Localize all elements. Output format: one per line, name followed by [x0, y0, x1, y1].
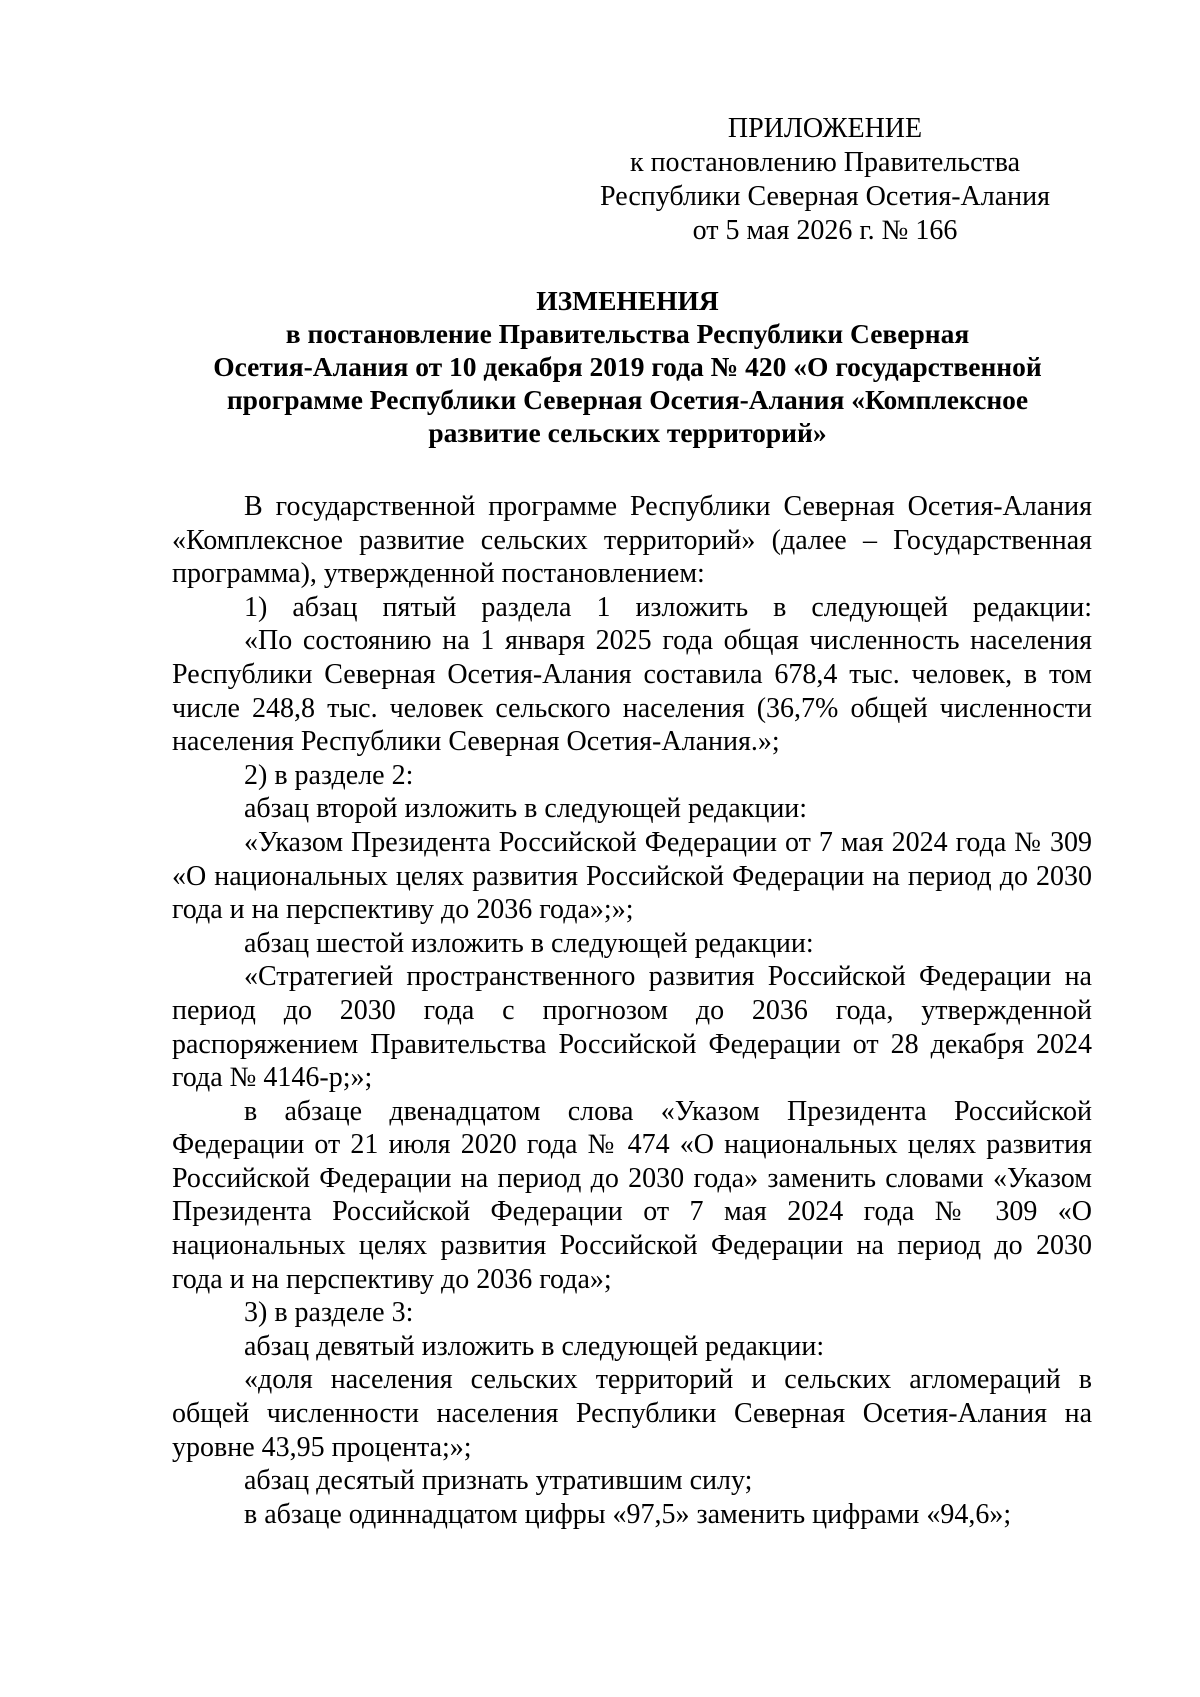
- body-paragraph: «доля населения сельских территорий и сельских агломераций в общей численности населения Республики Северная Осетия-Алания на уровне 43,95 процента;»;: [172, 1364, 1092, 1463]
- appendix-block: [565, 112, 1085, 248]
- body-paragraph: в абзаце двенадцатом слова «Указом Президента Российской Федерации от 21 июля 2020 года № 474 «О национальных целях развития Российской Федерации на период до 2030 года» заменить словами «Указом Президента Российской Федерации от 7 мая 2024 года № 309 «О национальных целях развития Российской Федерации на период до 2030 года и на перспективу до 2036 года»;: [172, 1095, 1092, 1295]
- body-paragraph: абзац второй изложить в следующей редакции:: [244, 793, 808, 825]
- body-paragraph: «Указом Президента Российской Федерации от 7 мая 2024 года № 309 «О национальных целях развития Российской Федерации на период до 2030 года и на перспективу до 2036 года»;»;: [172, 826, 1092, 926]
- heading-line: развитие сельских территорий»: [428, 417, 827, 448]
- appendix-line: к постановлению Правительства: [629, 147, 1021, 178]
- body-paragraph: абзац шестой изложить в следующей редакции:: [244, 927, 814, 959]
- body-paragraph: «По состоянию на 1 января 2025 года общая численность населения Республики Северная Осетия-Алания составила 678,4 тыс. человек, в том числе 248,8 тыс. человек сельского населения (36,7% общей численности населения Республики Северная Осетия-Алания.»;: [172, 625, 1092, 758]
- body-paragraph: «Стратегией пространственного развития Российской Федерации на период до 2030 года с прогнозом до 2036 года, утвержденной распоряжением Правительства Российской Федерации от 28 декабря 2024 года № 4146-р;»;: [172, 961, 1092, 1094]
- heading-title: ИЗМЕНЕНИЯ: [536, 285, 719, 316]
- heading-line: программе Республики Северная Осетия-Алания «Комплексное: [226, 384, 1029, 415]
- appendix-date-number: от 5 мая 2026 г. № 166: [692, 215, 958, 246]
- heading-line: в постановление Правительства Республики Северная: [285, 318, 970, 349]
- document-heading: [170, 284, 1085, 449]
- body-paragraph: 1) абзац пятый раздела 1 изложить в следующей редакции:: [244, 591, 1092, 623]
- document-body: [172, 490, 1092, 1531]
- heading-line: Осетия-Алания от 10 декабря 2019 года № 420 «О государственной: [213, 351, 1042, 382]
- body-paragraph: 3) в разделе 3:: [244, 1297, 414, 1329]
- body-paragraph: 2) в разделе 2:: [244, 759, 414, 791]
- appendix-title: ПРИЛОЖЕНИЕ: [727, 113, 923, 144]
- body-paragraph: в абзаце одиннадцатом цифры «97,5» заменить цифрами «94,6»;: [244, 1498, 1012, 1530]
- body-paragraph: абзац девятый изложить в следующей редакции:: [244, 1330, 825, 1362]
- body-paragraph: абзац десятый признать утратившим силу;: [244, 1465, 753, 1497]
- body-paragraph: В государственной программе Республики Северная Осетия-Алания «Комплексное развитие сельских территорий» (далее – Государственная программа), утвержденной постановлением:: [172, 491, 1092, 590]
- appendix-line: Республики Северная Осетия-Алания: [600, 181, 1050, 212]
